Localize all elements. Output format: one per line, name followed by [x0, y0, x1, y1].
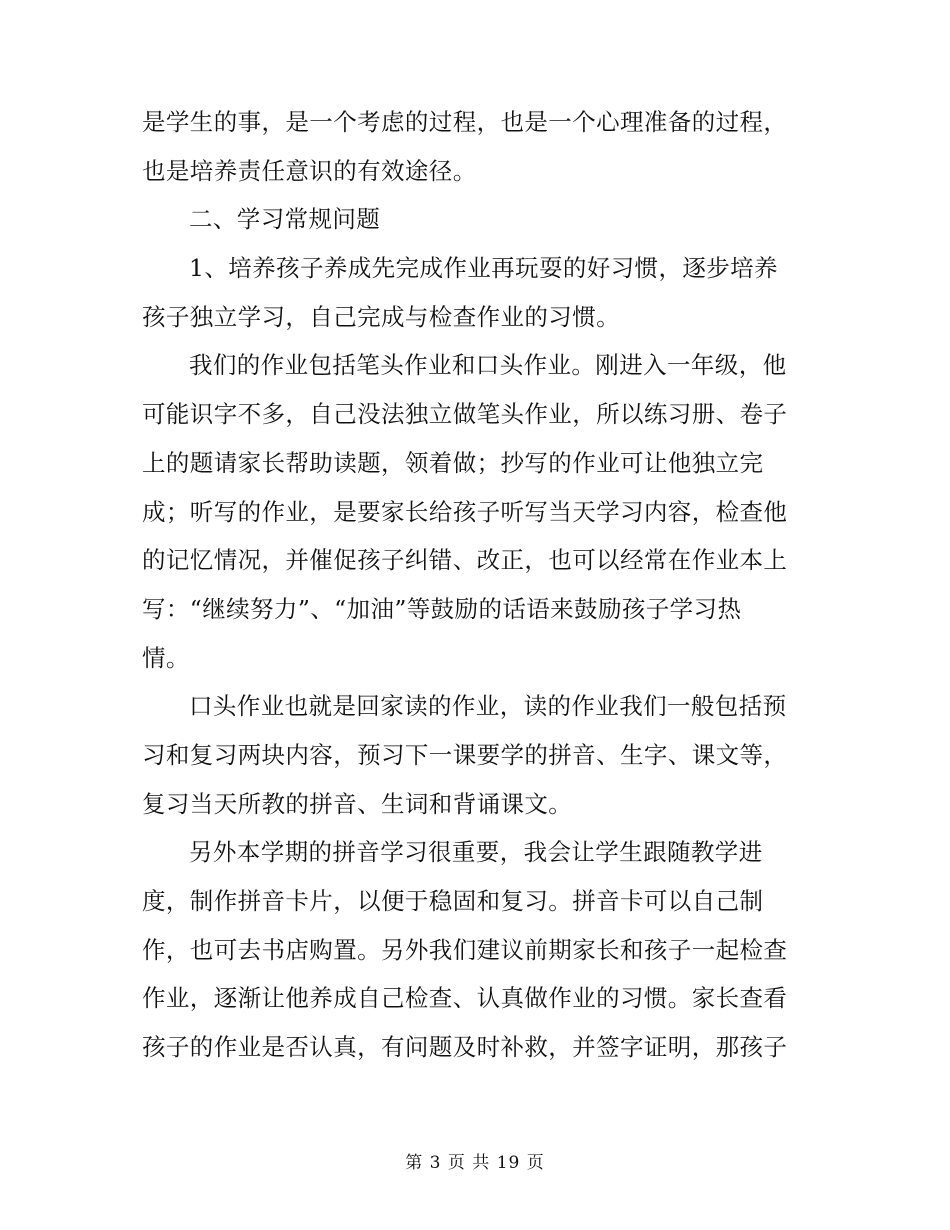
text-line-7: 可能识字不多，自己没法独立做笔头作业，所以练习册、卷子: [142, 400, 788, 429]
document-body: [142, 98, 814, 1072]
text-line-18: 作，也可去书店购置。另外我们建议前期家长和孩子一起检查: [142, 935, 788, 964]
text-line-10: 的记忆情况，并催促孩子纠错、改正，也可以经常在作业本上: [142, 546, 788, 575]
text-line-13: 口头作业也就是回家读的作业，读的作业我们一般包括预: [189, 692, 787, 721]
text-line-17: 度，制作拼音卡片，以便于稳固和复习。拼音卡可以自己制: [142, 887, 764, 915]
text-line-20: 孩子的作业是否认真，有问题及时补救，并签字证明，那孩子: [142, 1033, 788, 1062]
text-line-6: 我们的作业包括笔头作业和口头作业。刚进入一年级，他: [189, 351, 787, 380]
text-line-12: 情。: [142, 643, 190, 672]
section-heading: 二、学习常规问题: [189, 205, 381, 234]
text-line-19: 作业，逐渐让他养成自己检查、认真做作业的习惯。家长查看: [142, 984, 788, 1013]
text-line-11: 写：“继续努力”、“加油”等鼓励的话语来鼓励孩子学习热: [142, 594, 742, 623]
text-line-14: 习和复习两块内容，预习下一课要学的拼音、生字、课文等，: [142, 740, 788, 769]
text-line-8: 上的题请家长帮助读题，领着做；抄写的作业可让他独立完: [142, 448, 764, 477]
text-line-16: 另外本学期的拼音学习很重要，我会让学生跟随教学进: [189, 838, 763, 867]
text-line-1: 是学生的事，是一个考虑的过程，也是一个心理准备的过程，: [142, 108, 788, 136]
text-line-5: 孩子独立学习，自己完成与检查作业的习惯。: [142, 302, 620, 331]
page-number-footer: 第 3 页 共 19 页: [405, 1153, 545, 1173]
text-line-2: 也是培养责任意识的有效途径。: [142, 156, 477, 185]
text-line-4: 1、培养孩子养成先完成作业再玩耍的好习惯，逐步培养: [189, 254, 778, 283]
text-line-9: 成；听写的作业，是要家长给孩子听写当天学习内容，检查他: [142, 497, 788, 526]
text-line-15: 复习当天所教的拼音、生词和背诵课文。: [142, 789, 573, 818]
